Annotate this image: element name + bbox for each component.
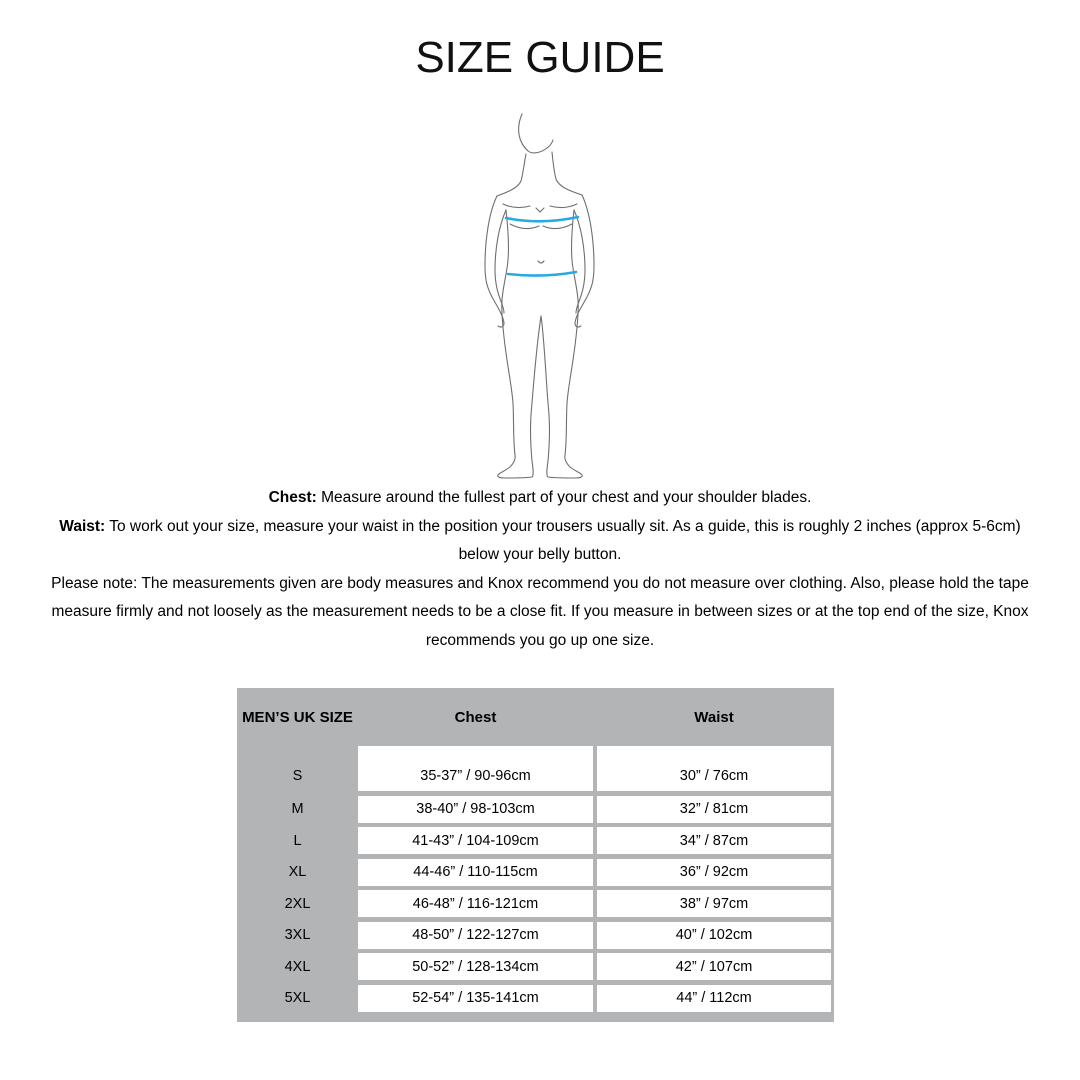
waist-cell: 44” / 112cm xyxy=(597,985,831,1012)
waist-cell: 30” / 76cm xyxy=(597,746,831,791)
table-row xyxy=(237,890,834,917)
chest-cell: 52-54” / 135-141cm xyxy=(358,985,593,1012)
chest-measure-line xyxy=(506,217,578,221)
waist-cell: 36” / 92cm xyxy=(597,859,831,886)
body-figure-illustration xyxy=(440,108,640,483)
size-table-header xyxy=(237,688,834,746)
size-label: L xyxy=(293,832,302,849)
size-label: S xyxy=(292,768,303,784)
table-row xyxy=(237,922,834,949)
table-row xyxy=(237,953,834,980)
size-label: XL xyxy=(288,864,307,880)
chest-cell: 50-52” / 128-134cm xyxy=(358,953,593,980)
waist-cell: 42” / 107cm xyxy=(597,953,831,980)
waist-cell: 38” / 97cm xyxy=(597,890,831,917)
waist-measure-line xyxy=(508,272,576,276)
size-label: 4XL xyxy=(284,958,311,975)
waist-note-text: To work out your size, measure your waist in the position your trousers usually sit. As a guide, this is roughly 2 inches (approx 5-6cm) below your belly button. xyxy=(105,517,1021,563)
table-row xyxy=(237,796,834,823)
size-table-body xyxy=(237,746,834,1012)
table-row xyxy=(237,859,834,886)
table-row xyxy=(237,827,834,854)
chest-cell: 35-37” / 90-96cm xyxy=(358,746,593,791)
body-figure-svg xyxy=(440,108,640,483)
chest-cell: 48-50” / 122-127cm xyxy=(358,922,593,949)
measurement-notes xyxy=(38,484,1042,655)
size-label: 3XL xyxy=(284,927,311,943)
chest-cell: 38-40” / 98-103cm xyxy=(358,796,593,823)
size-table xyxy=(237,688,834,1022)
header-waist: Waist xyxy=(694,708,734,726)
table-row xyxy=(237,985,834,1012)
size-label: 2XL xyxy=(284,895,311,912)
waist-cell: 34” / 87cm xyxy=(597,827,831,854)
waist-cell: 32” / 81cm xyxy=(597,796,831,823)
chest-cell: 41-43” / 104-109cm xyxy=(358,827,593,854)
header-chest: Chest xyxy=(454,708,497,726)
waist-cell: 40” / 102cm xyxy=(597,922,831,949)
waist-note-label: Waist: xyxy=(59,517,106,535)
header-size: MEN’S UK SIZE xyxy=(242,708,353,726)
size-label: 5XL xyxy=(284,990,311,1006)
page-title: SIZE GUIDE xyxy=(415,33,665,82)
chest-note-label: Chest: xyxy=(268,489,317,506)
chest-note-text: Measure around the fullest part of your chest and your shoulder blades. xyxy=(316,489,812,506)
chest-cell: 44-46” / 110-115cm xyxy=(358,859,593,886)
size-label: M xyxy=(291,801,304,817)
table-row xyxy=(237,746,834,791)
chest-cell: 46-48” / 116-121cm xyxy=(358,890,593,917)
disclaimer-note: Please note: The measurements given are body measures and Knox recommend you do not measure over clothing. Also, please hold the tape measure firmly and not loosely as the measurement needs to be a close fit. If you measure in between sizes or at the top end of the size, Knox recommends you go up one size. xyxy=(51,574,1029,649)
chest-note xyxy=(38,484,1042,513)
waist-note xyxy=(38,513,1042,570)
